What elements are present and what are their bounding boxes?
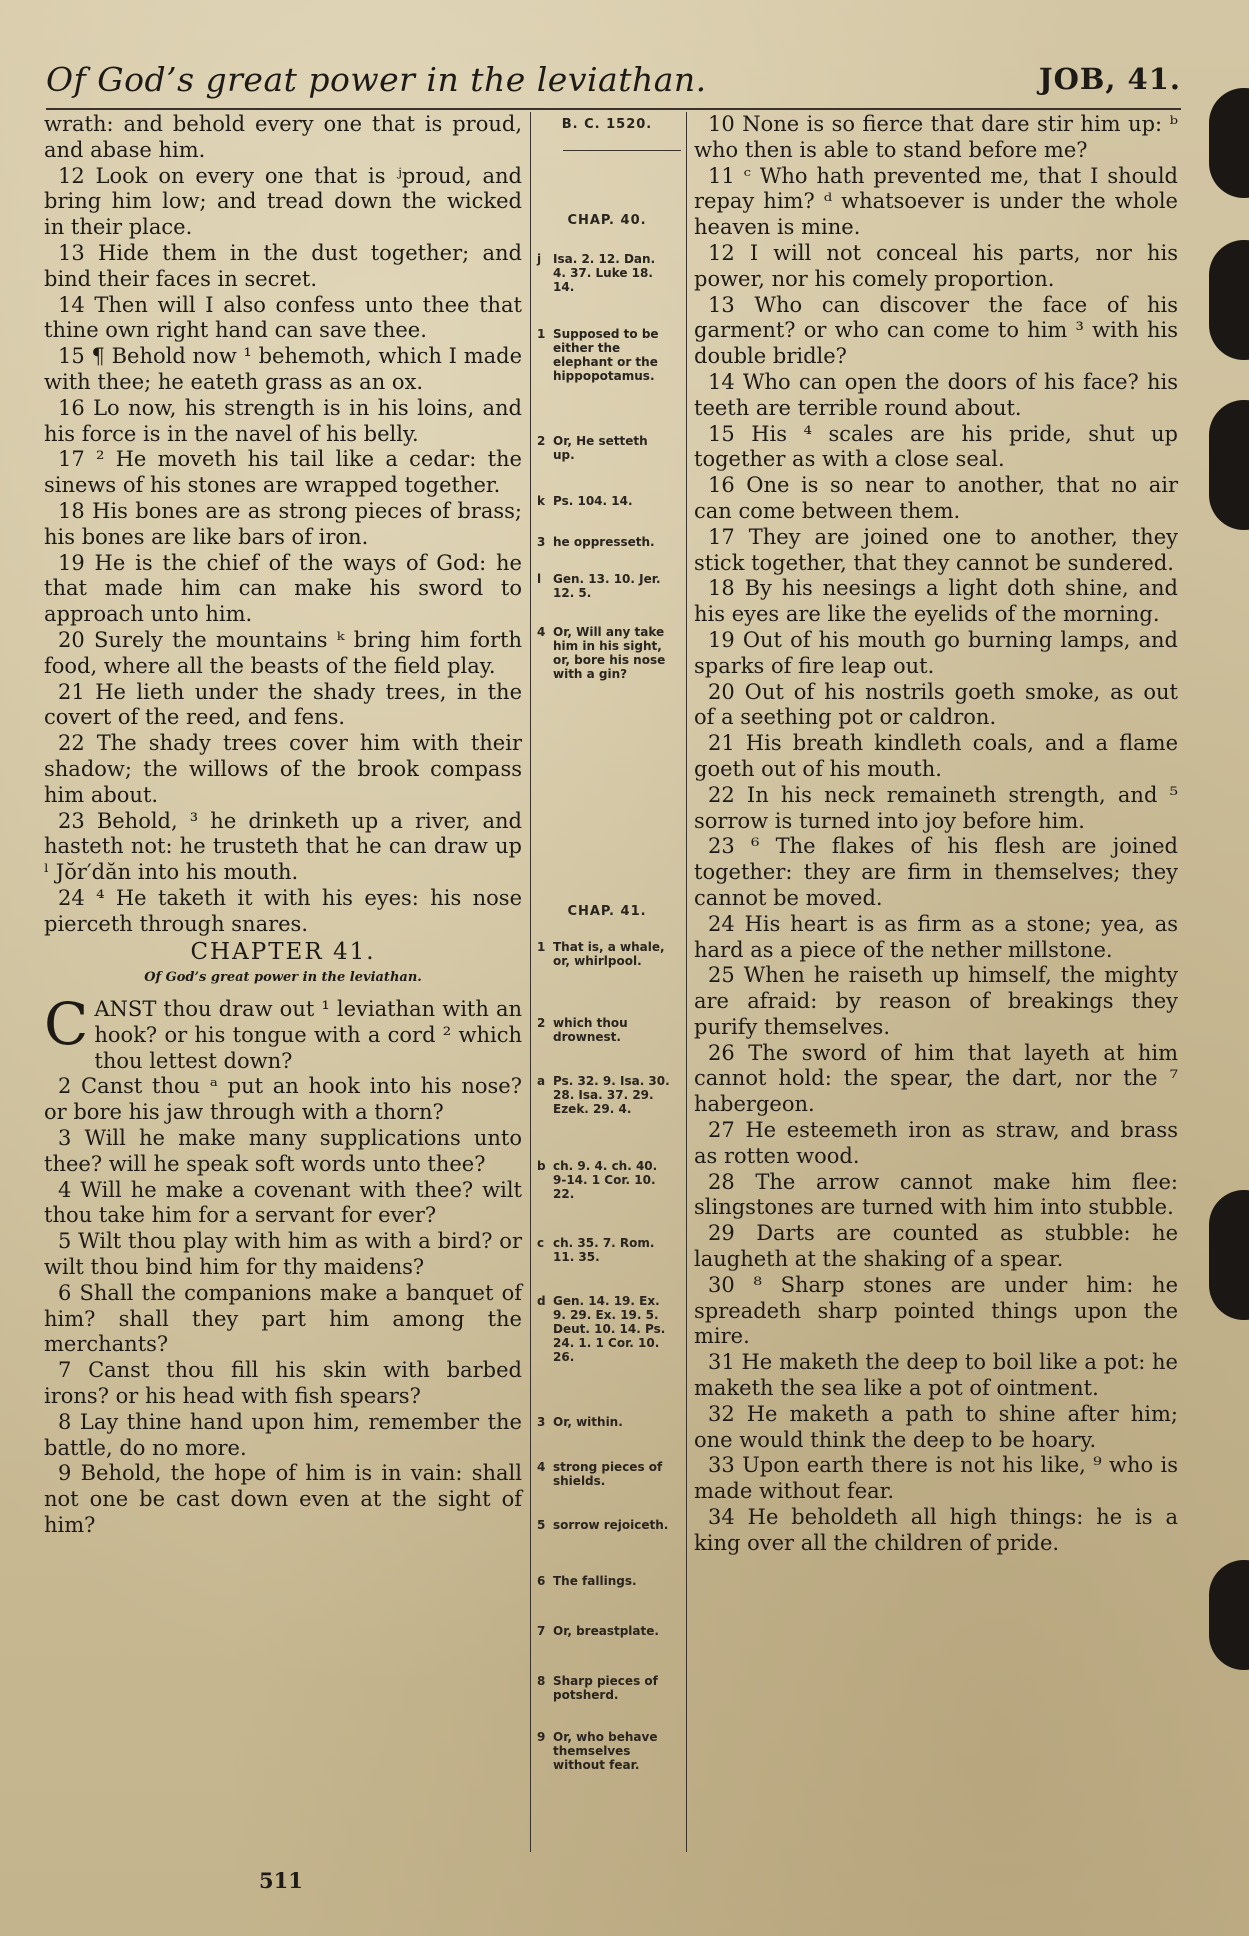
- margin-note: [537, 535, 677, 549]
- column-rule-right: [686, 112, 687, 1852]
- note-key: 2: [537, 434, 546, 448]
- thumb-index-tab[interactable]: [1209, 240, 1249, 360]
- margin-note: [537, 1624, 677, 1638]
- margin-note: [537, 1518, 677, 1532]
- note-text: strong pieces of shields.: [553, 1460, 663, 1488]
- verse: 15 His ⁴ scales are his pride, shut up together as with a close seal.: [694, 421, 1178, 472]
- verse: 26 The sword of him that layeth at him cannot hold: the spear, the dart, nor the ⁷ habergeon.: [694, 1040, 1178, 1117]
- margin-note: [537, 252, 677, 294]
- verse: 12 Look on every one that is ʲproud, and bring him low; and tread down the wicked in their place.: [44, 163, 522, 240]
- note-key: 1: [537, 327, 546, 341]
- margin-note: [537, 1415, 677, 1429]
- verse: 32 He maketh a path to shine after him; one would think the deep to be hoary.: [694, 1401, 1178, 1452]
- note-key: 4: [537, 1460, 546, 1474]
- drop-cap: C: [44, 990, 89, 1059]
- verse: 6 Shall the companions make a banquet of him? shall they part him among the merchants?: [44, 1280, 522, 1357]
- verse: 9 Behold, the hope of him is in vain: shall not one be cast down even at the sight of him?: [44, 1461, 522, 1538]
- note-key: 8: [537, 1674, 546, 1688]
- note-key: 9: [537, 1730, 546, 1744]
- column-rule-left: [530, 112, 531, 1852]
- note-key: c: [537, 1236, 545, 1250]
- margin-note: [537, 572, 677, 600]
- margin-note: [537, 1730, 677, 1772]
- note-text: Or, who behave themselves without fear.: [553, 1730, 658, 1772]
- note-text: Supposed to be either the elephant or the hippopotamus.: [553, 327, 659, 383]
- verse: 22 The shady trees cover him with their shadow; the willows of the brook compass him about.: [44, 731, 522, 807]
- margin-note: [537, 1159, 677, 1201]
- note-key: k: [537, 494, 545, 508]
- note-text: Gen. 14. 19. Ex. 9. 29. Ex. 19. 5. Deut. 10. 14. Ps. 24. 1. 1 Cor. 10. 26.: [553, 1294, 666, 1364]
- verse: 18 By his neesings a light doth shine, and his eyes are like the eyelids of the morning.: [694, 576, 1178, 627]
- margin-note: [537, 940, 677, 968]
- verse: 17 ² He moveth his tail like a cedar: the sinews of his stones are wrapped together.: [44, 447, 522, 498]
- verse-text: ANST thou draw out ¹ leviathan with an hook? or his tongue with a cord ² which thou lettest down?: [94, 997, 522, 1073]
- verse: 21 His breath kindleth coals, and a flame goeth out of his mouth.: [694, 731, 1178, 781]
- verse-first: [44, 990, 522, 1074]
- verse: 24 His heart is as firm as a stone; yea, as hard as a piece of the nether millstone.: [694, 911, 1178, 962]
- verse: 5 Wilt thou play with him as with a bird? or wilt thou bind him for thy maidens?: [44, 1229, 522, 1280]
- verse: 3 Will he make many supplications unto thee? will he speak soft words unto thee?: [44, 1126, 522, 1176]
- note-key: 2: [537, 1016, 546, 1030]
- verse: 14 Then will I also confess unto thee that thine own right hand can save thee.: [44, 292, 522, 343]
- note-text: Or, He setteth up.: [553, 434, 648, 462]
- note-text: which thou drownest.: [553, 1016, 628, 1044]
- verse: 10 None is so fierce that dare stir him up: ᵇ who then is able to stand before me?: [694, 112, 1178, 162]
- verse: 17 They are joined one to another, they stick together, that they cannot be sundered.: [694, 524, 1178, 575]
- verse: 2 Canst thou ᵃ put an hook into his nose? or bore his jaw through with a thorn?: [44, 1074, 522, 1125]
- note-key: 1: [537, 940, 546, 954]
- verse: 14 Who can open the doors of his face? his teeth are terrible round about.: [694, 369, 1178, 420]
- verse: 22 In his neck remaineth strength, and ⁵ sorrow is turned into joy before him.: [694, 782, 1178, 833]
- book-chapter-ref: JOB, 41.: [1038, 62, 1181, 96]
- verse: 18 His bones are as strong pieces of brass; his bones are like bars of iron.: [44, 498, 522, 549]
- verse: wrath: and behold every one that is proud, and abase him.: [44, 112, 522, 162]
- verse: 15 ¶ Behold now ¹ behemoth, which I made with thee; he eateth grass as an ox.: [44, 344, 522, 394]
- note-key: j: [537, 252, 542, 266]
- note-key: a: [537, 1074, 546, 1088]
- note-key: 3: [537, 535, 546, 549]
- margin-note: [537, 1016, 677, 1044]
- verse: 23 ⁶ The flakes of his flesh are joined together: they are firm in themselves; they cannot be moved.: [694, 834, 1178, 910]
- margin-note: [537, 1294, 677, 1364]
- margin-year: B. C. 1520.: [561, 117, 653, 132]
- margin-rule: [563, 150, 681, 151]
- verse: 16 One is so near to another, that no air can come between them.: [694, 473, 1178, 523]
- running-header: [46, 58, 1181, 110]
- verse: 30 ⁸ Sharp stones are under him: he spreadeth sharp pointed things upon the mire.: [694, 1272, 1178, 1349]
- verse: 23 Behold, ³ he drinketh up a river, and hasteth not: he trusteth that he can draw up ˡ Jŏr′dăn into his mouth.: [44, 808, 522, 885]
- note-text: ch. 9. 4. ch. 40. 9-14. 1 Cor. 10. 22.: [553, 1159, 658, 1201]
- chapter-heading: CHAPTER 41.: [190, 938, 376, 965]
- note-key: 7: [537, 1624, 546, 1638]
- verse: 31 He maketh the deep to boil like a pot: he maketh the sea like a pot of ointment.: [694, 1350, 1178, 1401]
- note-text: sorrow rejoiceth.: [553, 1518, 669, 1532]
- note-key: l: [537, 572, 542, 586]
- margin-note: [537, 1574, 677, 1588]
- note-text: Or, breastplate.: [553, 1624, 659, 1638]
- verse: 11 ᶜ Who hath prevented me, that I should repay him? ᵈ whatsoever is under the whole heaven is mine.: [694, 163, 1178, 240]
- margin-note: [537, 1460, 677, 1488]
- margin-note: [537, 494, 677, 508]
- verse: 20 Surely the mountains ᵏ bring him forth food, where all the beasts of the field play.: [44, 627, 522, 678]
- text-column-right: [694, 112, 1178, 1557]
- margin-chap40: CHAP. 40.: [567, 213, 647, 228]
- note-key: 5: [537, 1518, 546, 1532]
- verse: 13 Who can discover the face of his garment? or who can come to him ³ with his double bridle?: [694, 292, 1178, 369]
- note-key: b: [537, 1159, 546, 1173]
- note-text: That is, a whale, or, whirlpool.: [553, 940, 665, 968]
- verse: 13 Hide them in the dust together; and bind their faces in secret.: [44, 240, 522, 291]
- verse: 21 He lieth under the shady trees, in the covert of the reed, and fens.: [44, 679, 522, 730]
- verse: 4 Will he make a covenant with thee? wilt thou take him for a servant for ever?: [44, 1177, 522, 1228]
- verse: 7 Canst thou fill his skin with barbed irons? or his head with fish spears?: [44, 1358, 522, 1409]
- note-text: Or, within.: [553, 1415, 623, 1429]
- note-text: Ps. 32. 9. Isa. 30. 28. Isa. 37. 29. Ezek. 29. 4.: [553, 1074, 670, 1116]
- verse: 16 Lo now, his strength is in his loins, and his force is in the navel of his belly.: [44, 395, 522, 446]
- note-key: d: [537, 1294, 546, 1308]
- margin-note: [537, 625, 677, 681]
- margin-note: [537, 327, 677, 383]
- verse: 19 He is the chief of the ways of God: he that made him can make his sword to approach unto him.: [44, 550, 522, 627]
- verse: 29 Darts are counted as stubble: he laugheth at the shaking of a spear.: [694, 1221, 1178, 1272]
- note-text: Gen. 13. 10. Jer. 12. 5.: [553, 572, 661, 600]
- note-text: Sharp pieces of potsherd.: [553, 1674, 658, 1702]
- text-column-left: [44, 112, 522, 1539]
- verse: 34 He beholdeth all high things: he is a king over all the children of pride.: [694, 1505, 1178, 1555]
- thumb-index-tab[interactable]: [1209, 1190, 1249, 1320]
- verse: 12 I will not conceal his parts, nor his power, nor his comely proportion.: [694, 240, 1178, 291]
- margin-note: [537, 434, 677, 462]
- verse: 27 He esteemeth iron as straw, and brass as rotten wood.: [694, 1118, 1178, 1168]
- verse: 28 The arrow cannot make him flee: slingstones are turned with him into stubble.: [694, 1169, 1178, 1220]
- page-number: 511: [259, 1868, 303, 1893]
- verse: 25 When he raiseth up himself, the mighty are afraid: by reason of breakings they purify themselves.: [694, 963, 1178, 1039]
- thumb-index-tab[interactable]: [1209, 1560, 1249, 1670]
- margin-note: [537, 1074, 677, 1116]
- verse: 24 ⁴ He taketh it with his eyes: his nose pierceth through snares.: [44, 885, 522, 936]
- verse: 8 Lay thine hand upon him, remember the battle, do no more.: [44, 1409, 522, 1460]
- note-text: he oppresseth.: [553, 535, 655, 549]
- thumb-index-tab[interactable]: [1209, 88, 1249, 198]
- note-text: The fallings.: [553, 1574, 637, 1588]
- note-text: Ps. 104. 14.: [553, 494, 633, 508]
- margin-chap41: CHAP. 41.: [567, 904, 647, 919]
- thumb-index-tab[interactable]: [1209, 400, 1249, 530]
- note-text: ch. 35. 7. Rom. 11. 35.: [553, 1236, 655, 1264]
- chapter-summary: Of God’s great power in the leviathan.: [144, 970, 422, 986]
- verse: 20 Out of his nostrils goeth smoke, as out of a seething pot or caldron.: [694, 679, 1178, 730]
- page-title: Of God’s great power in the leviathan.: [46, 60, 707, 99]
- verse: 19 Out of his mouth go burning lamps, and sparks of fire leap out.: [694, 627, 1178, 678]
- verse: 33 Upon earth there is not his like, ⁹ who is made without fear.: [694, 1453, 1178, 1504]
- margin-note: [537, 1674, 677, 1702]
- note-text: Isa. 2. 12. Dan. 4. 37. Luke 18. 14.: [553, 252, 656, 294]
- note-text: Or, Will any take him in his sight, or, bore his nose with a gin?: [553, 625, 666, 681]
- note-key: 6: [537, 1574, 546, 1588]
- note-key: 4: [537, 625, 546, 639]
- note-key: 3: [537, 1415, 546, 1429]
- margin-note: [537, 1236, 677, 1264]
